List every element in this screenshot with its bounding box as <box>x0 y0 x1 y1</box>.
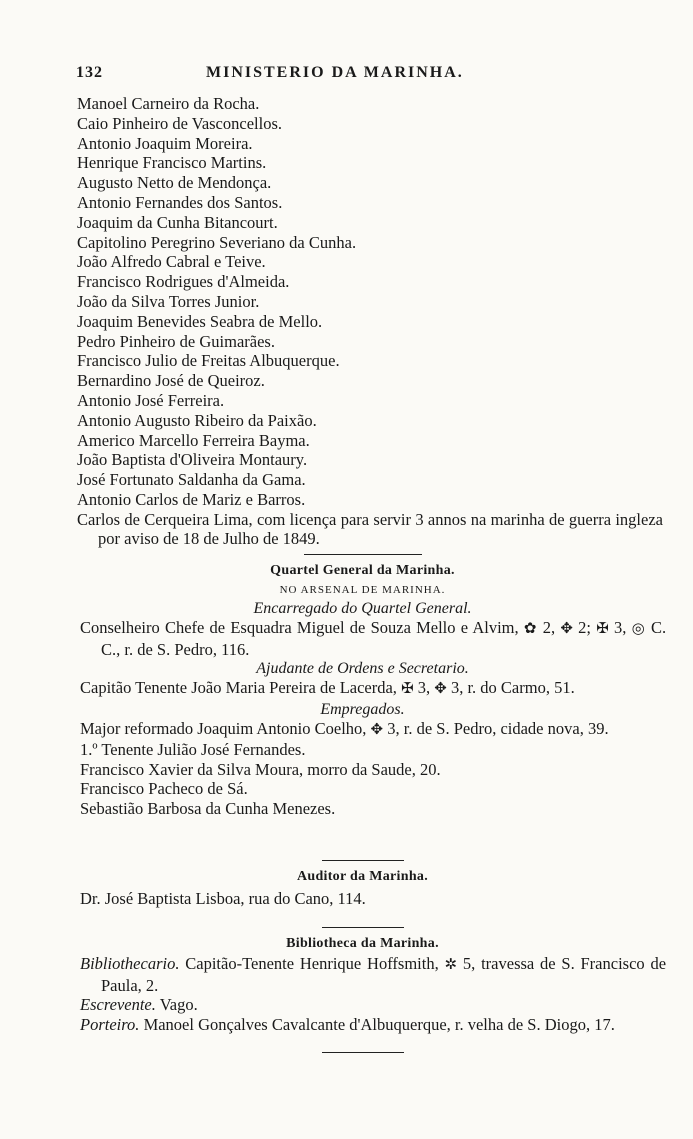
list-item: João Alfredo Cabral e Teive. <box>77 252 266 272</box>
bibliothecario-entry: Bibliothecario. Capitão-Tenente Henrique Hoffsmith, ✲ 5, travessa de S. Francisco de Paula, 2. <box>80 954 667 995</box>
list-item: Bernardino José de Queiroz. <box>77 371 265 391</box>
list-item: Antonio Augusto Ribeiro da Paixão. <box>77 410 317 430</box>
section-title: Quartel General da Marinha. <box>270 563 455 578</box>
quartel-section <box>80 549 667 818</box>
section-divider <box>322 927 404 928</box>
list-item: Joaquim Benevides Seabra de Mello. <box>77 311 323 331</box>
list-item: Francisco Julio de Freitas Albuquerque. <box>77 351 340 371</box>
section-divider <box>322 860 404 861</box>
officer-list <box>77 94 663 549</box>
empregado-entry: Francisco Pacheco de Sá. <box>80 779 248 798</box>
auditor-entry: Dr. José Baptista Lisboa, rua do Cano, 114. <box>80 889 366 908</box>
empregado-entry: Francisco Xavier da Silva Moura, morro da Saude, 20. <box>80 759 441 779</box>
ajudante-heading: Ajudante de Ordens e Secretario. <box>256 660 469 677</box>
christ-order-icon: ✥ <box>560 621 573 637</box>
rose-order-icon: ✿ <box>523 621 538 637</box>
section-divider <box>322 1052 404 1053</box>
list-item: Capitolino Peregrino Severiano da Cunha. <box>77 232 357 252</box>
list-item: José Fortunato Saldanha da Gama. <box>77 470 306 490</box>
aviz-order-icon: ✠ <box>401 681 414 697</box>
encarregado-entry: Conselheiro Chefe de Esquadra Miguel de Souza Mello e Alvim, ✿ 2, ✥ 2; ✠ 3, ◎ C. C., r. de S. Pedro, 116. <box>80 618 667 659</box>
list-item: Augusto Netto de Mendonça. <box>77 173 272 193</box>
list-item: Francisco Rodrigues d'Almeida. <box>77 272 290 292</box>
officer-leave-entry: Carlos de Cerqueira Lima, com licença para servir 3 annos na marinha de guerra ingleza por aviso de 18 de Julho de 1849. <box>77 509 663 549</box>
empregado-entry: Major reformado Joaquim Antonio Coelho, ✥ 3, r. de S. Pedro, cidade nova, 39. <box>80 718 609 738</box>
aviz-order-icon: ✠ <box>596 621 609 637</box>
auditor-section <box>80 855 645 909</box>
porteiro-entry: Porteiro. Manoel Gonçalves Cavalcante d'Albuquerque, r. velha de S. Diogo, 17. <box>80 1014 615 1034</box>
empregados-heading: Empregados. <box>320 700 405 718</box>
christ-order-icon: ✥ <box>434 681 447 697</box>
christ-order-icon: ✥ <box>370 721 384 738</box>
list-item: João Baptista d'Oliveira Montaury. <box>77 450 308 470</box>
section-location: NO ARSENAL DE MARINHA. <box>279 584 446 596</box>
section-title: Bibliotheca da Marinha. <box>286 936 439 951</box>
encarregado-heading: Encarregado do Quartel General. <box>253 600 472 617</box>
list-item: Manoel Carneiro da Rocha. <box>77 94 260 113</box>
list-item: Antonio Fernandes dos Santos. <box>77 192 283 212</box>
page-number: 132 <box>76 64 103 81</box>
list-item: Henrique Francisco Martins. <box>77 153 267 173</box>
escrevente-entry: Escrevente. Vago. <box>80 995 198 1014</box>
empregado-entry: 1.º Tenente Julião José Fernandes. <box>80 740 306 759</box>
page-header <box>76 64 636 86</box>
list-item: Caio Pinheiro de Vasconcellos. <box>77 113 282 133</box>
star-order-icon: ✲ <box>444 957 458 973</box>
list-item: João da Silva Torres Junior. <box>77 291 260 311</box>
list-item: Americo Marcello Ferreira Bayma. <box>77 430 310 450</box>
list-item: Antonio Joaquim Moreira. <box>77 133 253 153</box>
empregado-entry: Sebastião Barbosa da Cunha Menezes. <box>80 798 336 818</box>
running-title: MINISTERIO DA MARINHA. <box>206 64 464 81</box>
list-item: Antonio Carlos de Mariz e Barros. <box>77 489 306 509</box>
list-item: Joaquim da Cunha Bitancourt. <box>77 212 278 232</box>
ajudante-entry: Capitão Tenente João Maria Pereira de Lacerda, ✠ 3, ✥ 3, r. do Carmo, 51. <box>80 678 575 697</box>
section-divider <box>304 554 422 555</box>
bibliotheca-section <box>80 922 667 1059</box>
list-item: Pedro Pinheiro de Guimarães. <box>77 331 275 351</box>
campaign-medal-icon: ◎ <box>631 621 646 637</box>
section-title: Auditor da Marinha. <box>296 869 429 884</box>
list-item: Antonio José Ferreira. <box>77 390 225 410</box>
